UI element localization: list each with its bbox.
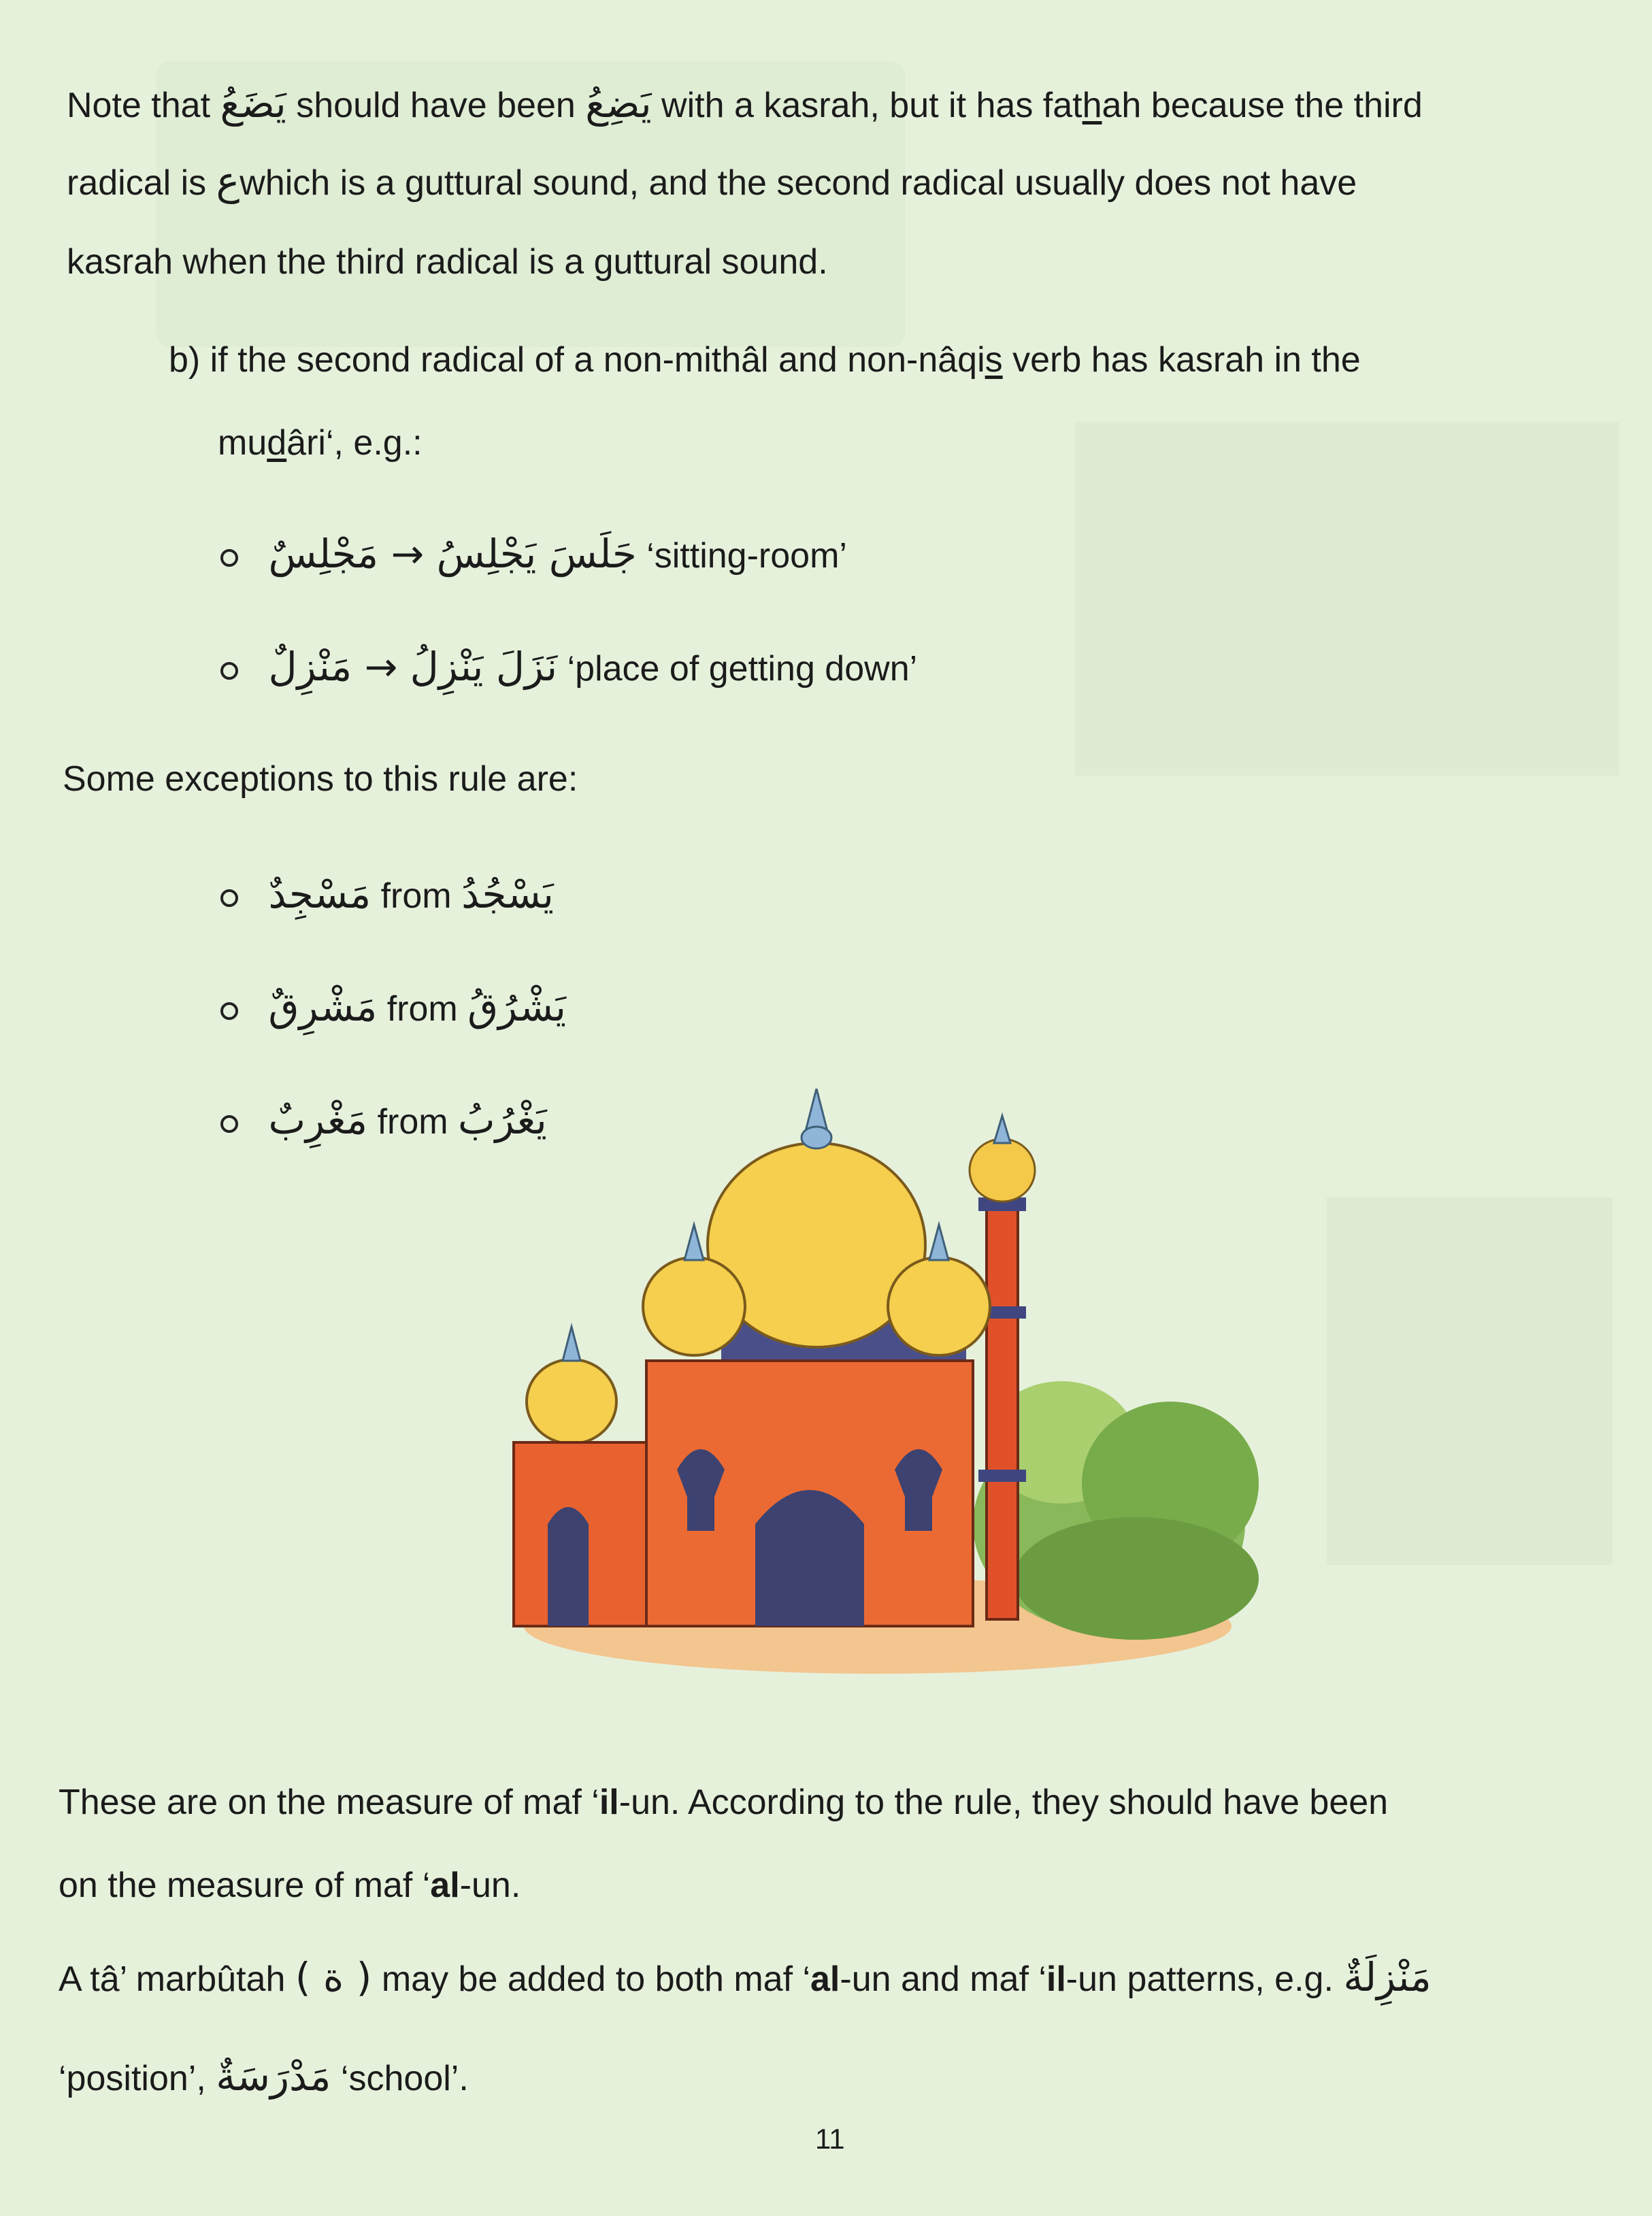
dome-spire	[929, 1225, 948, 1260]
arabic-noun: مَسْجِدٌ	[268, 871, 371, 917]
arabic-verb: يَغْرُبُ	[458, 1097, 547, 1143]
show-through-panel	[1075, 422, 1619, 776]
underlined-letter: s	[985, 340, 1003, 380]
dome-spire	[684, 1225, 704, 1260]
from-word: from	[386, 989, 458, 1029]
underlined-letter: h	[1082, 86, 1102, 125]
arched-door	[548, 1507, 589, 1626]
exceptions-intro	[63, 758, 578, 800]
arabic-verb: يَشْرُقُ	[467, 984, 567, 1030]
show-through-panel-2	[1327, 1197, 1613, 1565]
example-gloss: ‘place of getting down’	[567, 649, 918, 689]
bold-syllable: al	[430, 1866, 460, 1905]
example-item	[220, 644, 917, 691]
note-line-1	[67, 80, 1423, 128]
tamarbuta-line-1	[59, 1954, 1432, 2002]
rule-text: âri‘, e.g.:	[286, 423, 423, 463]
page-number: 11	[815, 2123, 845, 2155]
note-text: kasrah when the third radical is a guttural sound.	[67, 242, 828, 282]
main-door	[755, 1490, 864, 1626]
from-word: from	[377, 1102, 448, 1142]
underlined-letter: d	[267, 423, 287, 463]
tamarbuta-text: -un and maf ‘	[840, 1959, 1046, 1999]
bullet-circle-icon	[220, 889, 238, 907]
note-text: Note that	[67, 86, 211, 125]
tamarbuta-line-2	[59, 2053, 469, 2101]
arabic-noun: مَشْرِقٌ	[268, 984, 378, 1030]
side-dome	[888, 1257, 990, 1355]
from-word: from	[380, 876, 452, 916]
note-line-2	[67, 158, 1357, 205]
exception-item	[220, 984, 566, 1031]
arabic-noun: مَغْرِبٌ	[268, 1097, 368, 1143]
rule-text: verb has kasrah in the	[1002, 340, 1361, 380]
note-text: which is a guttural sound, and the second radical usually does not have	[239, 163, 1357, 203]
tamarbuta-text: -un patterns, e.g.	[1065, 1959, 1334, 1999]
tamarbuta-text: ‘school’.	[340, 2059, 469, 2098]
bullet-circle-icon	[220, 549, 238, 567]
tamarbuta-text: may be added to both maf ‘	[381, 1959, 811, 1999]
bold-syllable: il	[599, 1783, 619, 1822]
arabic-word: يَضَعُ	[220, 80, 286, 127]
measure-line-2	[59, 1864, 521, 1906]
example-item	[220, 531, 847, 578]
note-text: radical is	[67, 163, 207, 203]
bullet-circle-icon	[220, 1002, 238, 1020]
arabic-word: يَضِعُ	[585, 80, 652, 127]
rule-b-line-2	[218, 422, 423, 464]
rule-text: mu	[218, 423, 267, 463]
tamarbuta-text: A tâ’ marbûtah	[59, 1959, 286, 1999]
arabic-letter: ( ة )	[295, 1954, 372, 2000]
tamarbuta-text: ‘position’,	[59, 2059, 206, 2098]
dome-spire	[563, 1327, 580, 1361]
example-gloss: ‘sitting-room’	[646, 536, 847, 576]
small-dome	[527, 1359, 616, 1444]
exceptions-intro-text: Some exceptions to this rule are:	[63, 759, 578, 799]
measure-text: -un.	[459, 1866, 521, 1905]
rule-b-line-1	[169, 339, 1361, 381]
note-line-3	[67, 241, 828, 283]
bold-syllable: il	[1046, 1959, 1066, 1999]
arabic-letter: ع	[216, 158, 240, 204]
arabic-example: جَلَسَ يَجْلِسُ → مَجْلِسٌ	[268, 531, 637, 577]
arabic-word: مَنْزِلَةٌ	[1343, 1954, 1432, 2000]
bullet-circle-icon	[220, 662, 238, 680]
measure-text: on the measure of maf ‘	[59, 1866, 431, 1905]
rule-text: b) if the second radical of a non-mithâl and non-nâqi	[169, 340, 985, 380]
arabic-verb: يَسْجُدُ	[461, 871, 554, 917]
note-text: ah because the third	[1102, 86, 1423, 125]
measure-text: These are on the measure of maf ‘	[59, 1783, 599, 1822]
note-text: with a kasrah, but it has fat	[661, 86, 1083, 125]
note-text: should have been	[296, 86, 576, 125]
arabic-example: نَزَلَ يَنْزِلُ → مَنْزِلٌ	[268, 644, 558, 690]
bullet-circle-icon	[220, 1115, 238, 1133]
measure-line-1	[59, 1781, 1388, 1823]
mosque-illustration	[497, 1089, 1286, 1701]
measure-text: -un. According to the rule, they should have been	[618, 1783, 1389, 1822]
bold-syllable: al	[810, 1959, 840, 1999]
arabic-word: مَدْرَسَةٌ	[216, 2053, 331, 2100]
side-dome	[643, 1257, 745, 1355]
exception-item	[220, 871, 554, 919]
